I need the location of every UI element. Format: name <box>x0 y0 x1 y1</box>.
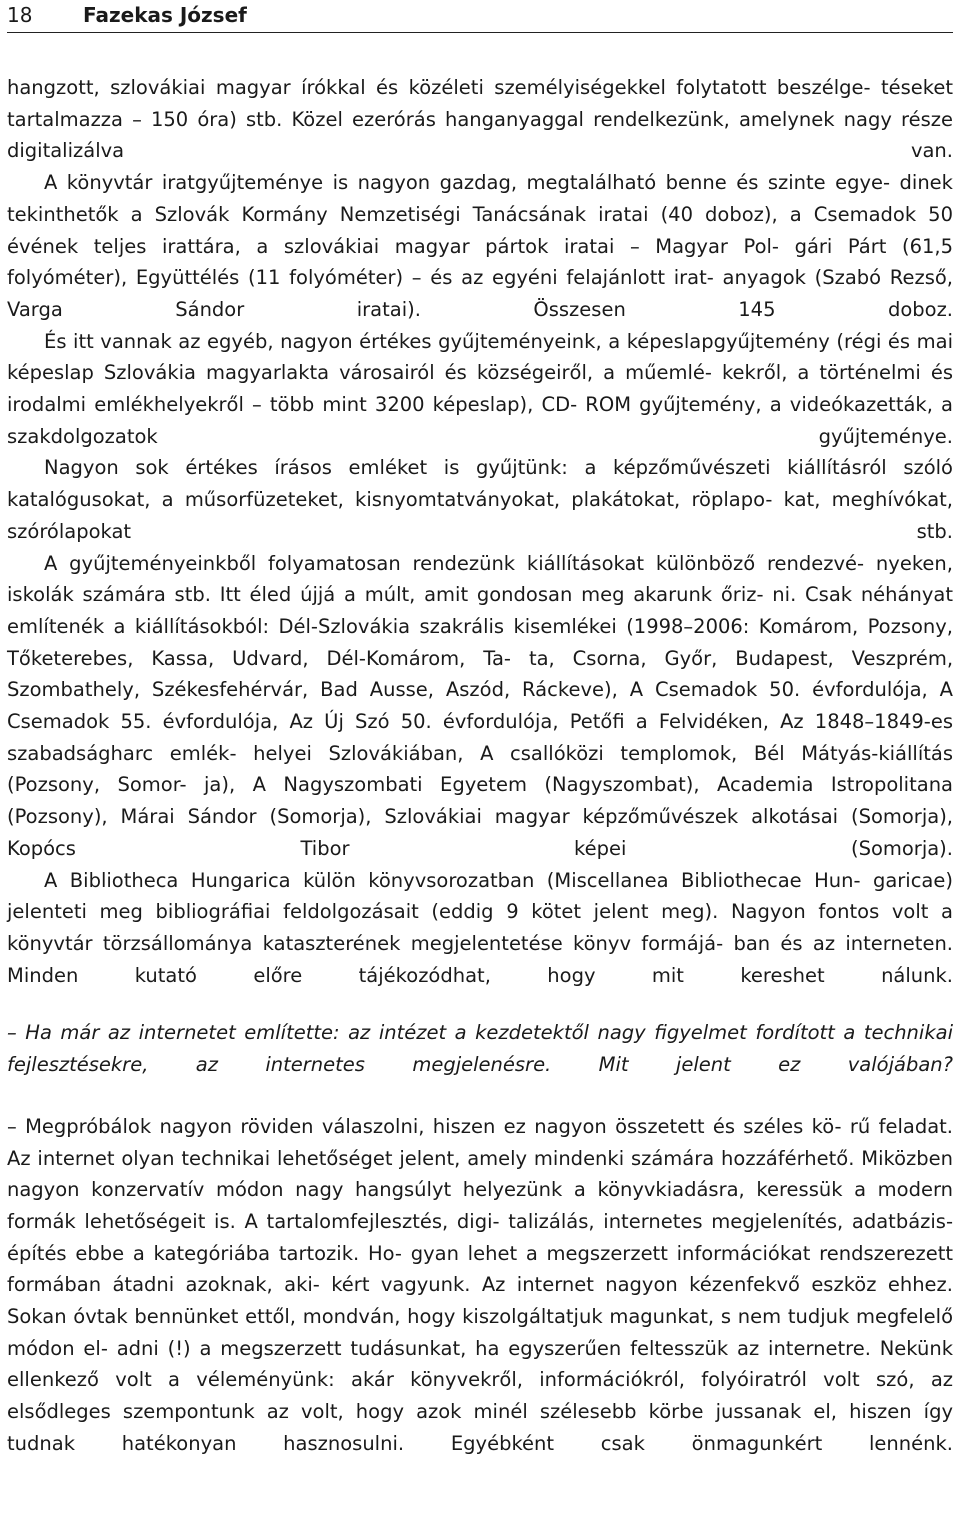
text-line: ta, Csorna, Győr, Budapest, Veszprém, Szombathely, Székesfehérvár, Bad Ausse, <box>7 646 954 702</box>
text-line: ellenkező volt a véleményünk: akár könyvekről, információkról, folyóiratról volt szó, <box>7 1368 915 1392</box>
author-name: Fazekas József <box>83 3 247 27</box>
text-line: hangzott, szlovákiai magyar írókkal és közéleti személyiségekkel folytatott beszélge- <box>7 76 871 99</box>
text-line: Márai Sándor (Somorja), Szlovákiai magyar képzőművészek alkotásai (Somorja), <box>120 805 954 829</box>
page-number: 18 <box>7 3 33 27</box>
text-line: (régi és mai képeslap Szlovákia magyarlakta városairól és községeiről, a műemlé- <box>7 329 953 385</box>
text-line: hiszen így tudnak hatékonyan hasznosulni. Egyébként csak önmagunkért lennénk. <box>7 1400 954 1455</box>
text-line: ja), A Nagyszombati Egyetem (Nagyszombat), Academia Istropolitana (Pozsony), <box>7 773 954 829</box>
text-line: amelynek nagy része digitalizálva van. <box>7 107 953 163</box>
text-line: szóló katalógusokat, a műsorfüzeteket, kisnyomtatványokat, plakátokat, röplapo- <box>7 456 953 512</box>
text-line: az elsődleges szempontunk az volt, hogy azok minél szélesebb körbe jussanak el, <box>7 1368 953 1424</box>
text-line: kért vagyunk. Az internet nagyon kézenfekvő eszköz ehhez. Sokan óvtak bennünket <box>7 1273 953 1329</box>
text-line: – Ha már az internetet említette: az intézet a kezdetektől nagy figyelmet fordított a <box>7 1021 856 1045</box>
text-line: téseket tartalmazza – 150 óra) stb. Közel ezerórás hanganyaggal rendelkezünk, <box>7 76 953 131</box>
text-line: gyan lehet a megszerzett információkat rendszerezett formában átadni azoknak, aki- <box>7 1241 953 1297</box>
text-line: kat, meghívókat, szórólapokat stb. <box>7 488 953 543</box>
text-line: ban és az interneten. Minden kutató előre tájékozódhat, hogy mit kereshet nálunk. <box>7 931 954 987</box>
text-line: talizálás, internetes megjelenítés, adatbázis-építés ebbe a kategóriába tartozik. Ho- <box>7 1209 953 1265</box>
running-head <box>7 2 953 33</box>
text-line: És itt vannak az egyéb, nagyon értékes gyűjteményeink, a képeslapgyűjtemény <box>44 329 830 353</box>
text-line: A gyűjteményeinkből folyamatosan rendezünk kiállításokat különböző rendezvé- <box>44 551 865 575</box>
text-line: ni. Csak néhányat említenék a kiállításokból: Dél-Szlovákia szakrális kisemlékei <box>7 583 953 638</box>
text-line: Csemadok 50 évének teljes irattára, a szlovákiai magyar pártok iratai – Magyar Pol- <box>7 202 953 258</box>
paragraph-exhibitions <box>7 548 953 865</box>
text-line: rű feladat. Az internet olyan technikai lehetőséget jelent, amely mindenki számára <box>7 1114 954 1170</box>
text-line: kekről, a történelmi és irodalmi emlékhelyekről – több mint 3200 képeslap), CD- <box>7 361 953 417</box>
book-page <box>7 0 953 1540</box>
paragraph-collections <box>7 326 953 453</box>
text-line: A könyvtár iratgyűjteménye is nagyon gazdag, megtalálható benne és szinte egye- <box>44 171 891 195</box>
paragraph-continued <box>7 72 953 167</box>
text-line: gári Párt (61,5 folyóméter), Együttélés (11 folyóméter) – és az egyéni felajánlott irat- <box>7 234 954 290</box>
text-line: ROM gyűjtemény, a videókazetták, a szakdolgozatok gyűjteménye. <box>7 393 953 448</box>
interview-question <box>7 1017 953 1080</box>
text-line: Kopócs Tibor képei (Somorja). <box>7 836 953 860</box>
text-line: technikai fejlesztésekre, az internetes megjelenésre. Mit jelent ez valójában? <box>7 1021 953 1077</box>
text-line: garicae) jelenteti meg bibliográfiai feldolgozásait (eddig 9 kötet jelent meg). Nagyon <box>7 868 953 924</box>
text-line: Nagyon sok értékes írásos emléket is gyűjtünk: a képzőművészeti kiállításról <box>44 456 887 480</box>
text-line: (1998–2006: Komárom, Pozsony, Tőketerebes, Kassa, Udvard, Dél-Komárom, Ta- <box>7 614 954 670</box>
body-text <box>7 72 953 1460</box>
paragraph-written-memorabilia <box>7 452 953 547</box>
paragraph-book-series <box>7 865 953 992</box>
text-line: dinek tekinthetők a Szlovák Kormány Nemzetiségi Tanácsának iratai (40 doboz), a <box>7 171 953 226</box>
text-line: – Megpróbálok nagyon röviden válaszolni, hiszen ez nagyon összetett és széles kö- <box>7 1114 842 1138</box>
text-line: Szó 50. évfordulója, Petőfi a Felvidéken, Az 1848–1849-es szabadságharc emlék- <box>7 710 954 765</box>
interview-answer <box>7 1111 953 1460</box>
text-line: fontos volt a könyvtár törzsállománya kataszterének megjelentetése könyv formájá- <box>7 900 953 955</box>
text-line: Aszód, Ráckeve), A Csemadok 50. évfordulója, A Csemadok 55. évfordulója, Az Új <box>7 678 954 734</box>
paragraph-archives <box>7 167 953 326</box>
text-line: anyagok (Szabó Rezső, Varga Sándor iratai). Összesen 145 doboz. <box>7 266 954 321</box>
text-line: helyei Szlovákiában, A csallóközi templomok, Bél Mátyás-kiállítás (Pozsony, Somor- <box>7 741 954 797</box>
text-line: hozzáférhető. Miközben nagyon konzervatív módon nagy hangsúlyt helyezünk a <box>7 1146 953 1202</box>
text-line: nyeken, iskolák számára stb. Itt éled újjá a múlt, amit gondosan meg akarunk őriz- <box>7 551 953 607</box>
text-line: adni (!) a megszerzett tudásunkat, ha egyszerűen feltesszük az internetre. Nekünk <box>116 1336 954 1360</box>
text-line: ettől, mondván, hogy kiszolgáltatjuk magunkat, s nem tudjuk megfelelő módon el- <box>7 1305 954 1360</box>
text-line: A Bibliotheca Hungarica külön könyvsorozatban (Miscellanea Bibliothecae Hun- <box>44 868 861 892</box>
text-line: könyvkiadásra, keressük a modern formák lehetőségeit is. A tartalomfejlesztés, digi- <box>7 1178 953 1233</box>
